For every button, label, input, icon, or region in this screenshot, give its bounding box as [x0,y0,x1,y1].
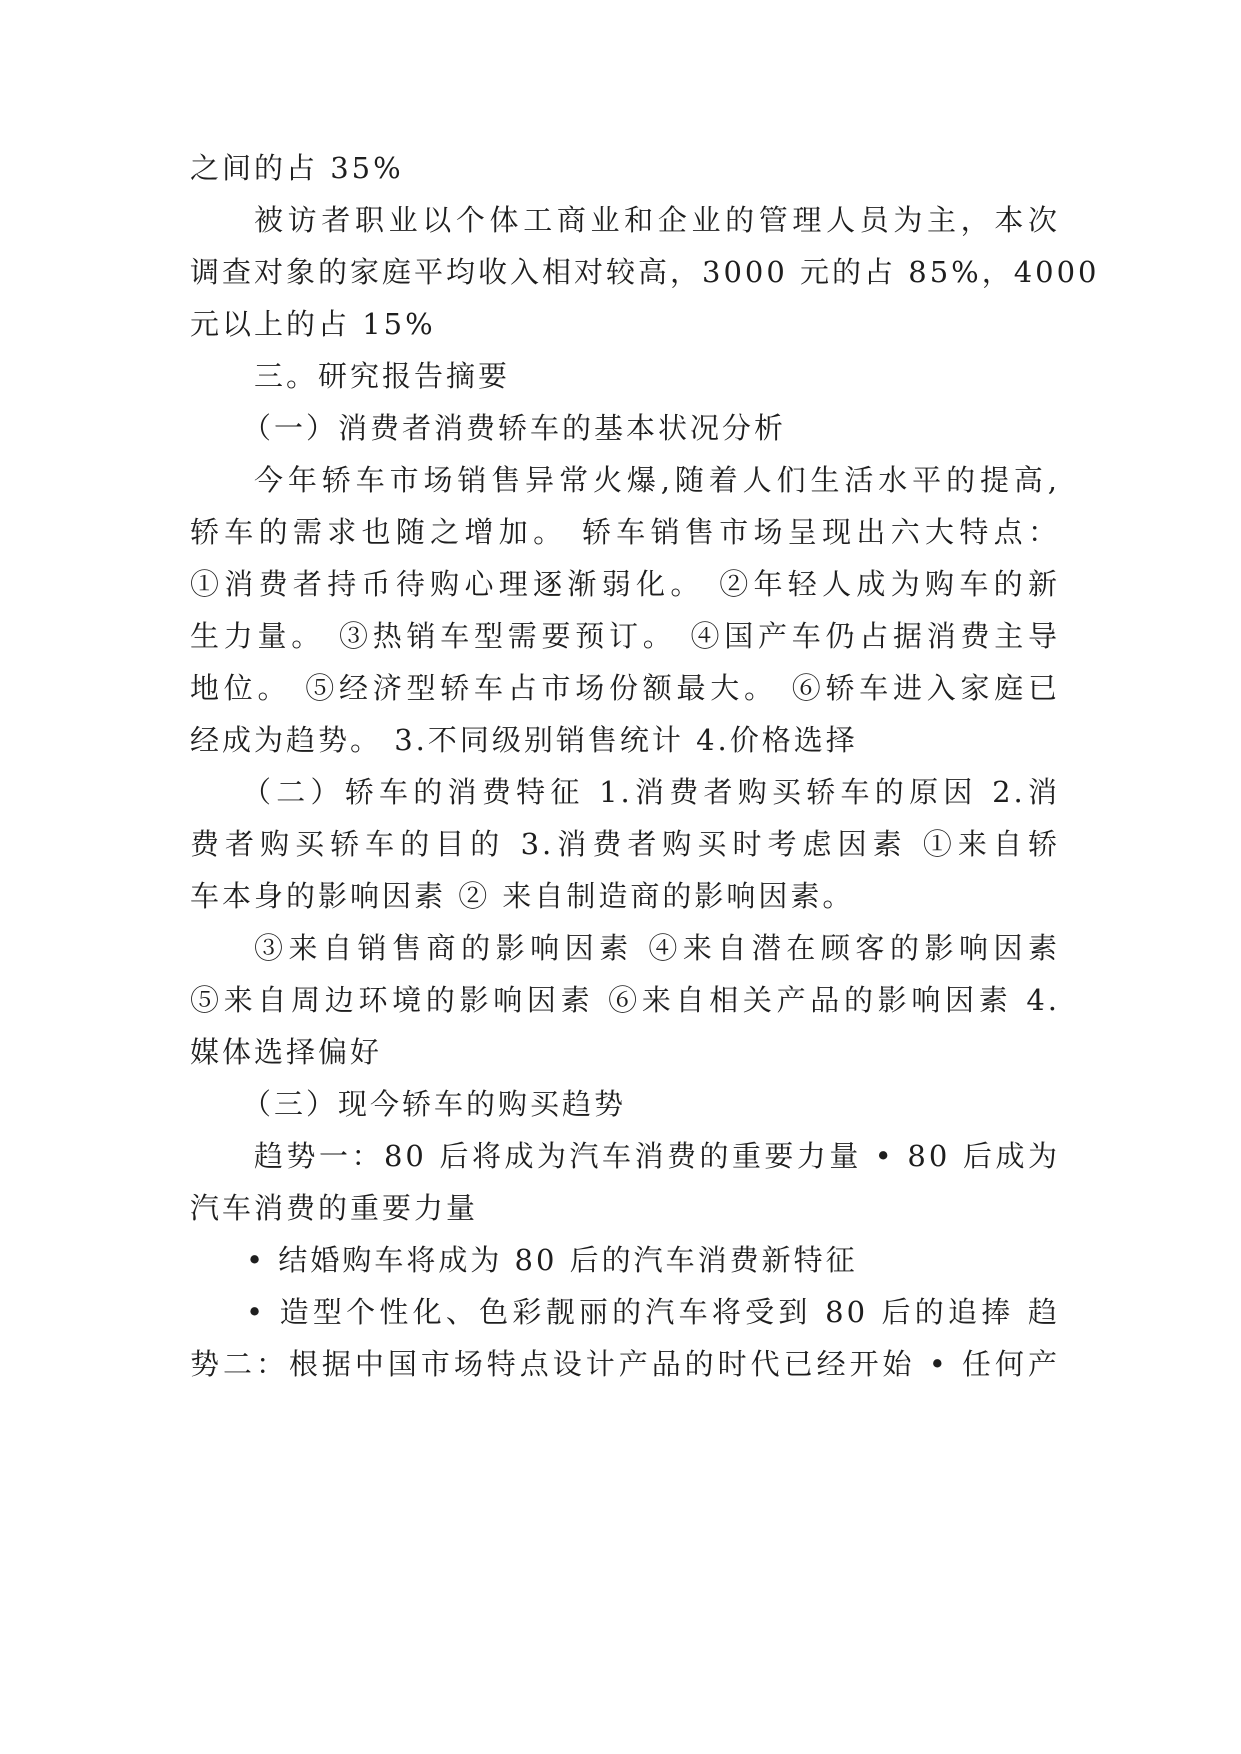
text-line: 元以上的占 15% [190,307,436,341]
bullet-item: • 造型个性化、色彩靓丽的汽车将受到 80 后的追捧 趋 [246,1295,1060,1329]
text-line: 费者购买轿车的目的 3.消费者购买时考虑因素 ①来自轿 [190,827,1060,861]
subsection-heading: （二）轿车的消费特征 1.消费者购买轿车的原因 2.消 [242,775,1060,809]
text-line: ①消费者持币待购心理逐渐弱化。 ②年轻人成为购车的新 [190,567,1060,601]
document-page [190,0,1100,1754]
text-line: ⑤来自周边环境的影响因素 ⑥来自相关产品的影响因素 4. [190,983,1060,1017]
text-line: 生力量。 ③热销车型需要预订。 ④国产车仍占据消费主导 [190,619,1060,653]
subsection-heading: （一）消费者消费轿车的基本状况分析 [242,411,787,445]
text-line: 被访者职业以个体工商业和企业的管理人员为主，本次 [254,203,1060,237]
text-line: 势二：根据中国市场特点设计产品的时代已经开始 • 任何产 [190,1347,1060,1381]
text-line: 调查对象的家庭平均收入相对较高，3000 元的占 85%，4000 [190,255,1100,289]
subsection-heading: （三）现今轿车的购买趋势 [242,1087,627,1121]
text-line: 汽车消费的重要力量 [190,1191,479,1225]
text-line: ③来自销售商的影响因素 ④来自潜在顾客的影响因素 [254,931,1060,965]
text-line: 地位。 ⑤经济型轿车占市场份额最大。 ⑥轿车进入家庭已 [190,671,1060,705]
text-line: 轿车的需求也随之增加。 轿车销售市场呈现出六大特点： [190,515,1060,549]
text-line: 车本身的影响因素 ② 来自制造商的影响因素。 [190,879,855,913]
text-line: 趋势一：80 后将成为汽车消费的重要力量 • 80 后成为 [254,1139,1060,1173]
text-line: 今年轿车市场销售异常火爆,随着人们生活水平的提高, [254,463,1060,497]
text-line: 经成为趋势。 3.不同级别销售统计 4.价格选择 [190,723,858,757]
text-line: 媒体选择偏好 [190,1035,383,1069]
bullet-item: • 结婚购车将成为 80 后的汽车消费新特征 [246,1243,858,1277]
section-heading: 三。研究报告摘要 [254,359,511,393]
text-line: 之间的占 35% [190,151,404,185]
